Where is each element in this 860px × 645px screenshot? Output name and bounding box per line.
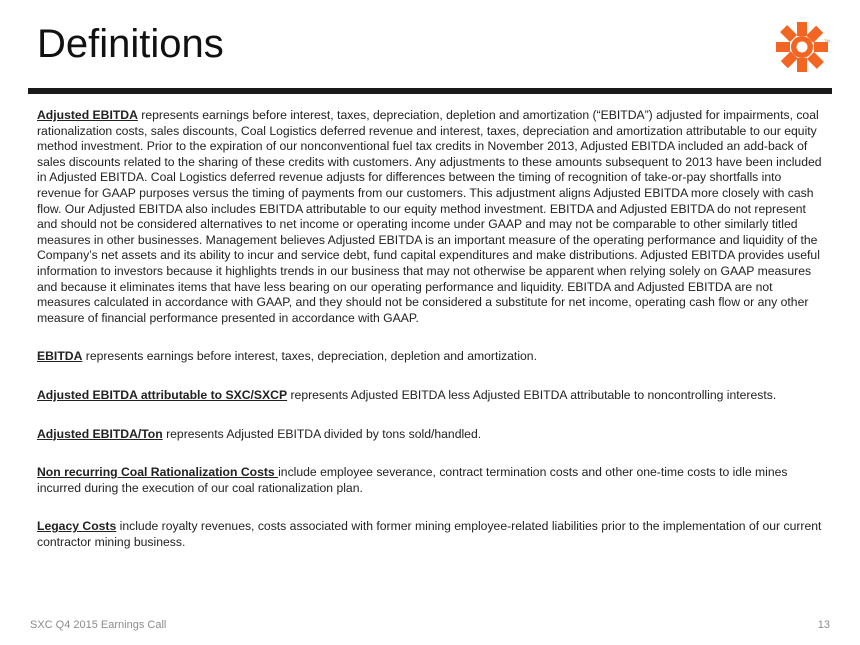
suncoke-sun-logo-icon <box>774 20 830 74</box>
definition-term: Adjusted EBITDA/Ton <box>37 426 163 441</box>
definition-ebitda <box>37 349 827 365</box>
footer-label: SXC Q4 2015 Earnings Call <box>30 619 167 631</box>
definition-text: represents earnings before interest, taxes, depreciation, depletion and amortization. <box>82 349 537 364</box>
page-number: 13 <box>817 619 830 631</box>
definition-text: include employee severance, contract termination costs and other one-time costs to idle mines incurred during the execution of our coal rationalization plan. <box>37 465 788 495</box>
definition-adjusted-ebitda-per-ton <box>37 427 827 443</box>
page-title: Definitions <box>37 22 224 66</box>
definition-text: represents Adjusted EBITDA less Adjusted EBITDA attributable to noncontrolling interests. <box>287 387 777 402</box>
definition-adjusted-ebitda-attributable <box>37 388 827 404</box>
definition-text: include royalty revenues, costs associated with former mining employee-related liabilities prior to the implementation of our current contractor mining business. <box>37 519 822 549</box>
definition-term: Adjusted EBITDA <box>37 108 138 122</box>
definition-adjusted-ebitda <box>37 108 827 326</box>
definition-text: represents earnings before interest, taxes, depreciation, depletion and amortization (“EBITDA”) adjusted for impairments, coal rationalization costs, sales discounts, Coal Logistics deferred revenue and interest, taxes, depreciation and amortization attributable to our equity method investment. Prior to the expiration of our nonconventional fuel tax credits in November 2013, Adjusted EBITDA included an add-back of sales discounts related to the sharing of these credits with customers. Any adjustments to these amounts subsequent to 2013 have been included in Adjusted EBITDA. Coal Logistics deferred revenue adjusts for differences between the timing of recognition of take-or-pay shortfalls into revenue for GAAP purposes versus the timing of payments from our customers. This adjustment aligns Adjusted EBITDA more closely with cash flow. Our Adjusted EBITDA also includes EBITDA attributable to our equity method investment. EBITDA and Adjusted EBITDA do not represent and should not be considered alternatives to net income or operating income under GAAP and may not be comparable to other similarly titled measures in other businesses. Management believes Adjusted EBITDA is an important measure of the operating performance and liquidity of the Company’s net assets and its ability to incur and service debt, fund capital expenditures and make distributions. Adjusted EBITDA provides useful information to investors because it highlights trends in our business that may not otherwise be apparent when relying solely on GAAP measures and because it eliminates items that have less bearing on our operating performance and liquidity. EBITDA and Adjusted EBITDA are not measures calculated in accordance with GAAP, and they should not be considered a substitute for net income, operating cash flow or any other measure of financial performance presented in accordance with GAAP. <box>37 108 822 325</box>
definition-text: represents Adjusted EBITDA divided by tons sold/handled. <box>162 426 482 441</box>
title-divider <box>28 88 832 94</box>
definition-term: Legacy Costs <box>37 519 117 534</box>
definition-term: Adjusted EBITDA attributable to SXC/SXCP <box>37 387 288 402</box>
definition-term: EBITDA <box>37 349 83 364</box>
definition-term: Non recurring Coal Rationalization Costs <box>37 465 279 480</box>
definition-legacy-costs <box>37 519 827 550</box>
definitions-list <box>37 108 827 573</box>
trademark-mark: TM <box>824 38 830 43</box>
definition-coal-rationalization-costs <box>37 465 827 496</box>
